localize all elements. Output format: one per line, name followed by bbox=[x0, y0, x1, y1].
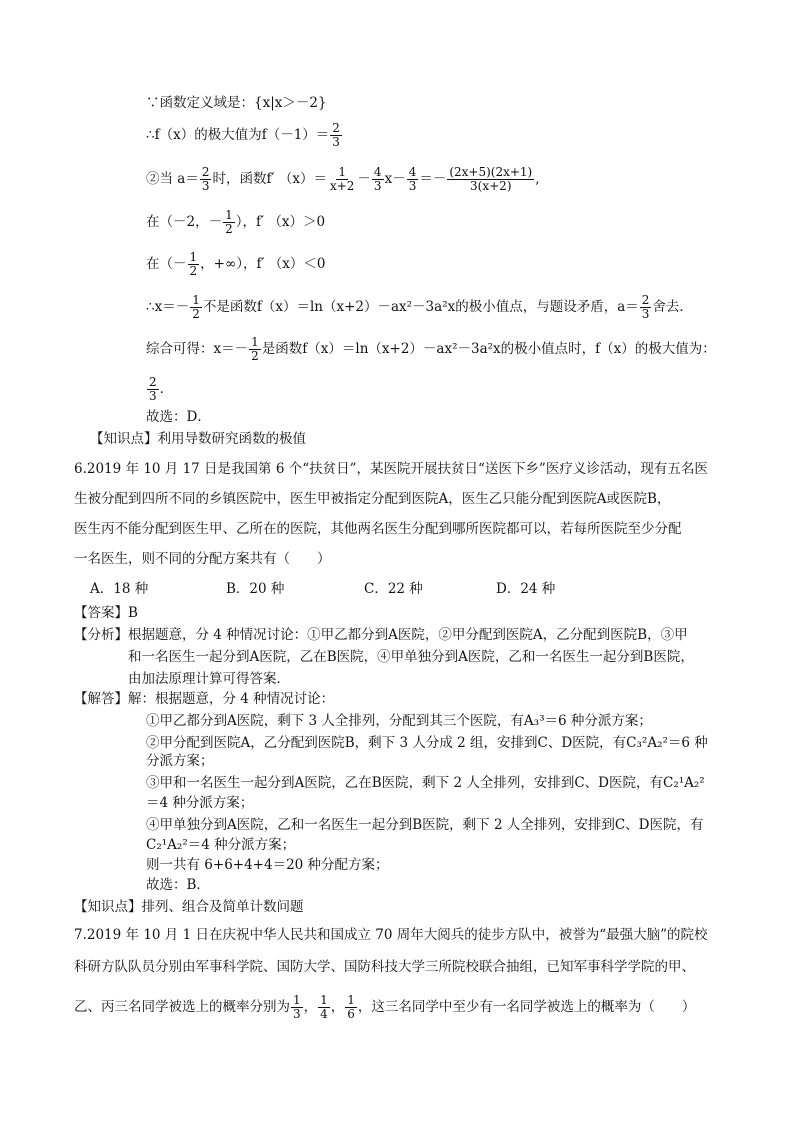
conclusion-value-line: $\frac{2}{3}$ ． bbox=[149, 375, 174, 403]
q6-option-c: C．22 种 bbox=[364, 581, 423, 597]
q6-solution-case-4b: C₂¹A₂²＝4 种分派方案； bbox=[146, 837, 296, 853]
case2-derivative-line: ②当 a＝ $\frac{2}{3}$ 时，函数f′ （x）＝ $\frac{1}{x+2}$ － $\frac{4}{3}$ x－ $\frac{4}{3}$ ＝－ $\frac{(2x+5)(2x+1)}{3(x+2)}$ , bbox=[146, 165, 540, 193]
fraction: $\frac{(2x+5)(2x+1)}{3(x+2)}$ bbox=[449, 165, 533, 193]
q6-solution-total: 则一共有 6+6+4+4＝20 种分配方案； bbox=[146, 857, 389, 873]
q6-solution-case-2a: ②甲分配到医院A，乙分配到医院B，剩下 3 人分成 2 组，安排到C、D医院，有C₃²A₂²＝6 种 bbox=[146, 735, 708, 751]
fraction: $\frac{2}{3}$ bbox=[149, 375, 157, 403]
fraction: $\frac{2}{3}$ bbox=[201, 165, 210, 193]
q6-solution-case-3a: ③甲和一名医生一起分到A医院，乙在B医院，剩下 2 人全排列，安排到C、D医院，有C₂¹A₂² bbox=[146, 775, 705, 791]
q6-stem-line-4: 一名医生，则不同的分配方案共有（ ） bbox=[74, 551, 331, 567]
fraction: $\frac{1}{3}$ bbox=[293, 993, 301, 1021]
q6-option-d: D．24 种 bbox=[496, 581, 556, 597]
q6-analysis-3: 由加法原理计算可得答案． bbox=[128, 671, 290, 687]
q7-stem-line-1: 7.2019 年 10 月 1 日在庆祝中华人民共和国成立 70 周年大阅兵的徒步方队中，被誉为“最强大脑”的院校 bbox=[74, 927, 708, 943]
q6-knowledge-point: 【知识点】排列、组合及简单计数问题 bbox=[74, 899, 304, 915]
q6-analysis-2: 和一名医生一起分到A医院，乙在B医院，④甲单独分到A医院，乙和一名医生一起分到B医院， bbox=[128, 649, 694, 665]
domain-line: ∵函数定义域是：{x|x＞－2} bbox=[146, 95, 327, 111]
q6-answer: 【答案】B bbox=[74, 605, 138, 621]
q6-option-a: A．18 种 bbox=[90, 581, 149, 597]
q6-stem-line-1: 6.2019 年 10 月 17 日是我国第 6 个“扶贫日”，某医院开展扶贫日“送医下乡”医疗义诊活动，现有五名医 bbox=[74, 461, 708, 477]
q7-stem-line-3: 乙、丙三名同学被选上的概率分别为 $\frac{1}{3}$ ， $\frac{1}{4}$ ， $\frac{1}{6}$ ，这三名同学中至少有一名同学被选上的概率为（ ） bbox=[74, 993, 696, 1021]
fraction: $\frac{1}{4}$ bbox=[320, 993, 328, 1021]
q6-stem-line-3: 医生丙不能分配到医生甲、乙所在的医院，其他两名医生分配到哪所医院都可以，若每所医院至少分配 bbox=[74, 521, 682, 537]
q6-solution-case-3b: ＝4 种分派方案； bbox=[146, 795, 254, 811]
conclusion-line: 综合可得：x＝－ $\frac{1}{2}$ 是函数f（x）＝ln（x+2）－ax²－3a²x的极小值点时，f（x）的极大值为： bbox=[146, 335, 716, 363]
q6-option-b: B．20 种 bbox=[226, 581, 285, 597]
fraction: $\frac{4}{3}$ bbox=[408, 165, 417, 193]
decreasing-interval-line: 在（－ $\frac{1}{2}$ ，+∞），f′ （x）＜0 bbox=[146, 250, 326, 278]
fraction: $\frac{1}{x+2}$ bbox=[329, 165, 355, 193]
increasing-interval-line: 在（－2，－ $\frac{1}{2}$ ），f′ （x）＞0 bbox=[146, 208, 326, 236]
answer-choice-line: 故选：D． bbox=[146, 409, 211, 425]
q6-solution-choice: 故选：B． bbox=[146, 877, 210, 893]
fraction: $\frac{2}{3}$ bbox=[332, 121, 340, 149]
max-value-line: ∴f（x）的极大值为f（－1）＝ $\frac{2}{3}$ bbox=[146, 121, 340, 149]
q6-solution-case-4a: ④甲单独分到A医院，乙和一名医生一起分到B医院，剩下 2 人全排列，安排到C、D医院，有 bbox=[146, 817, 704, 833]
fraction: $\frac{1}{2}$ bbox=[192, 293, 200, 321]
fraction: $\frac{4}{3}$ bbox=[373, 165, 382, 193]
fraction: $\frac{1}{2}$ bbox=[251, 335, 259, 363]
contradiction-line: ∴x＝－ $\frac{1}{2}$ 不是函数f（x）＝ln（x+2）－ax²－3a²x的极小值点，与题设矛盾，a＝ $\frac{2}{3}$ 舍去． bbox=[146, 293, 693, 321]
q6-solution-case-2b: 分派方案； bbox=[146, 753, 214, 769]
knowledge-point: 【知识点】利用导数研究函数的极值 bbox=[90, 431, 306, 447]
fraction: $\frac{1}{2}$ bbox=[189, 250, 198, 278]
q6-analysis-1: 【分析】根据题意，分 4 种情况讨论：①甲乙都分到A医院，②甲分配到医院A，乙分配到医院B，③甲 bbox=[74, 627, 688, 643]
q6-solution-head: 【解答】解：根据题意，分 4 种情况讨论： bbox=[74, 691, 335, 707]
fraction: $\frac{1}{2}$ bbox=[225, 208, 233, 236]
q7-stem-line-2: 科研方队队员分别由军事科学院、国防大学、国防科技大学三所院校联合抽组，已知军事科学学院的甲、 bbox=[74, 959, 695, 975]
fraction: $\frac{1}{6}$ bbox=[347, 993, 355, 1021]
fraction: $\frac{2}{3}$ bbox=[641, 293, 650, 321]
q6-solution-case-1: ①甲乙都分到A医院，剩下 3 人全排列，分配到其三个医院，有A₃³＝6 种分派方案； bbox=[146, 713, 652, 729]
q6-stem-line-2: 生被分配到四所不同的乡镇医院中，医生甲被指定分配到医院A，医生乙只能分配到医院A或医院B， bbox=[74, 491, 671, 507]
